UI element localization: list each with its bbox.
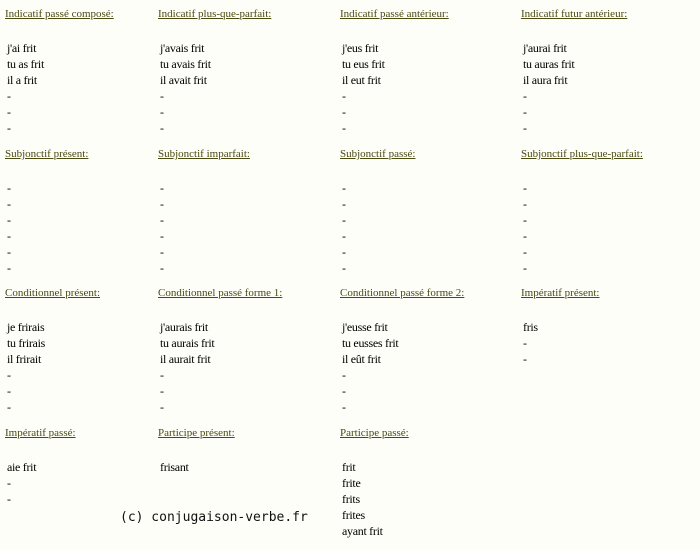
conjugation-form: - bbox=[342, 121, 346, 135]
tense-block bbox=[340, 425, 520, 539]
tense-block bbox=[158, 285, 338, 415]
conjugation-form: - bbox=[160, 197, 164, 211]
conjugation-list bbox=[158, 180, 338, 276]
tense-heading-link[interactable]: Subjonctif passé: bbox=[340, 148, 416, 160]
conjugation-form: il aurait frit bbox=[160, 352, 211, 366]
conjugation-form: - bbox=[523, 197, 527, 211]
conjugation-list bbox=[521, 319, 700, 367]
conjugation-form: - bbox=[7, 197, 11, 211]
conjugation-form: tu eus frit bbox=[342, 57, 385, 71]
conjugation-list bbox=[340, 40, 520, 136]
conjugation-form: aie frit bbox=[7, 460, 37, 474]
tense-heading-link[interactable]: Conditionnel passé forme 2: bbox=[340, 287, 465, 299]
conjugation-form: - bbox=[523, 121, 527, 135]
conjugation-list bbox=[521, 180, 700, 276]
tense-heading-link[interactable]: Conditionnel présent: bbox=[5, 287, 101, 299]
copyright-notice: (c) conjugaison-verbe.fr bbox=[120, 510, 308, 525]
conjugation-form: j'ai frit bbox=[7, 41, 37, 55]
conjugation-form: tu as frit bbox=[7, 57, 44, 71]
conjugation-form: - bbox=[342, 105, 346, 119]
conjugation-form: - bbox=[160, 121, 164, 135]
conjugation-form: j'aurai frit bbox=[523, 41, 567, 55]
conjugation-form: - bbox=[342, 197, 346, 211]
tense-heading-link[interactable]: Conditionnel passé forme 1: bbox=[158, 287, 283, 299]
conjugation-form: frites bbox=[342, 508, 365, 522]
conjugation-form: tu avais frit bbox=[160, 57, 211, 71]
conjugation-list bbox=[158, 459, 338, 475]
conjugation-list bbox=[340, 459, 520, 539]
conjugation-form: - bbox=[7, 384, 11, 398]
conjugation-form: j'avais frit bbox=[160, 41, 205, 55]
conjugation-form: - bbox=[7, 121, 11, 135]
tense-heading-link[interactable]: Subjonctif présent: bbox=[5, 148, 89, 160]
tense-heading-link[interactable]: Subjonctif imparfait: bbox=[158, 148, 250, 160]
conjugation-list bbox=[158, 319, 338, 415]
conjugation-form: tu eusses frit bbox=[342, 336, 399, 350]
conjugation-form: - bbox=[342, 261, 346, 275]
tense-heading-link[interactable]: Impératif passé: bbox=[5, 427, 76, 439]
conjugation-form: - bbox=[7, 105, 11, 119]
tense-heading-link[interactable]: Impératif présent: bbox=[521, 287, 600, 299]
tense-heading-link[interactable]: Participe passé: bbox=[340, 427, 409, 439]
conjugation-form: tu aurais frit bbox=[160, 336, 215, 350]
conjugation-form: - bbox=[523, 336, 527, 350]
conjugation-form: je frirais bbox=[7, 320, 45, 334]
conjugation-form: tu auras frit bbox=[523, 57, 575, 71]
conjugation-form: fris bbox=[523, 320, 538, 334]
conjugation-form: - bbox=[7, 181, 11, 195]
tense-heading-link[interactable]: Indicatif plus-que-parfait: bbox=[158, 8, 272, 20]
conjugation-form: j'eus frit bbox=[342, 41, 379, 55]
conjugation-list bbox=[521, 40, 700, 136]
conjugation-form: - bbox=[342, 384, 346, 398]
conjugation-form: - bbox=[523, 181, 527, 195]
conjugation-form: - bbox=[523, 261, 527, 275]
conjugation-form: - bbox=[342, 368, 346, 382]
tense-block bbox=[521, 6, 700, 136]
tense-block bbox=[340, 6, 520, 136]
tense-block bbox=[521, 146, 700, 276]
conjugation-form: - bbox=[7, 368, 11, 382]
conjugation-form: - bbox=[342, 213, 346, 227]
conjugation-form: - bbox=[523, 352, 527, 366]
conjugation-form: il frirait bbox=[7, 352, 41, 366]
conjugation-form: - bbox=[160, 245, 164, 259]
conjugation-form: ayant frit bbox=[342, 524, 383, 538]
conjugation-form: - bbox=[7, 89, 11, 103]
conjugation-form: - bbox=[342, 229, 346, 243]
conjugation-form: - bbox=[160, 384, 164, 398]
conjugation-form: - bbox=[160, 368, 164, 382]
conjugation-form: - bbox=[523, 245, 527, 259]
conjugation-form: j'eusse frit bbox=[342, 320, 388, 334]
conjugation-form: - bbox=[7, 476, 11, 490]
conjugation-form: - bbox=[342, 245, 346, 259]
conjugation-form: - bbox=[342, 89, 346, 103]
conjugation-form: - bbox=[7, 492, 11, 506]
conjugation-list bbox=[158, 40, 338, 136]
conjugation-form: - bbox=[160, 400, 164, 414]
conjugation-form: tu frirais bbox=[7, 336, 45, 350]
tense-block bbox=[158, 146, 338, 276]
conjugation-form: frite bbox=[342, 476, 361, 490]
conjugation-list bbox=[340, 319, 520, 415]
tense-heading-link[interactable]: Indicatif passé antérieur: bbox=[340, 8, 449, 20]
conjugation-form: - bbox=[523, 89, 527, 103]
conjugation-form: - bbox=[342, 181, 346, 195]
conjugation-form: - bbox=[160, 261, 164, 275]
conjugation-form: - bbox=[160, 181, 164, 195]
conjugation-form: il avait frit bbox=[160, 73, 207, 87]
tense-block bbox=[340, 146, 520, 276]
conjugation-form: - bbox=[523, 105, 527, 119]
conjugation-form: - bbox=[7, 213, 11, 227]
conjugation-form: - bbox=[7, 400, 11, 414]
conjugation-form: il aura frit bbox=[523, 73, 568, 87]
conjugation-form: il eut frit bbox=[342, 73, 381, 87]
conjugation-form: - bbox=[160, 213, 164, 227]
conjugation-form: - bbox=[7, 229, 11, 243]
conjugation-form: - bbox=[523, 213, 527, 227]
conjugation-list bbox=[340, 180, 520, 276]
conjugation-form: il a frit bbox=[7, 73, 37, 87]
conjugation-form: - bbox=[160, 89, 164, 103]
tense-block bbox=[158, 6, 338, 136]
conjugation-form: frisant bbox=[160, 460, 189, 474]
conjugation-form: j'aurais frit bbox=[160, 320, 208, 334]
conjugation-form: frit bbox=[342, 460, 356, 474]
conjugation-form: frits bbox=[342, 492, 360, 506]
conjugation-form: - bbox=[160, 105, 164, 119]
conjugation-form: il eût frit bbox=[342, 352, 381, 366]
tense-block bbox=[521, 285, 700, 367]
tense-heading-link[interactable]: Indicatif futur antérieur: bbox=[521, 8, 628, 20]
tense-block bbox=[158, 425, 338, 475]
conjugation-form: - bbox=[160, 229, 164, 243]
conjugation-form: - bbox=[7, 261, 11, 275]
conjugation-form: - bbox=[342, 400, 346, 414]
conjugation-form: - bbox=[7, 245, 11, 259]
tense-heading-link[interactable]: Indicatif passé composé: bbox=[5, 8, 114, 20]
tense-block bbox=[340, 285, 520, 415]
conjugation-form: - bbox=[523, 229, 527, 243]
tense-heading-link[interactable]: Subjonctif plus-que-parfait: bbox=[521, 148, 643, 160]
tense-heading-link[interactable]: Participe présent: bbox=[158, 427, 235, 439]
